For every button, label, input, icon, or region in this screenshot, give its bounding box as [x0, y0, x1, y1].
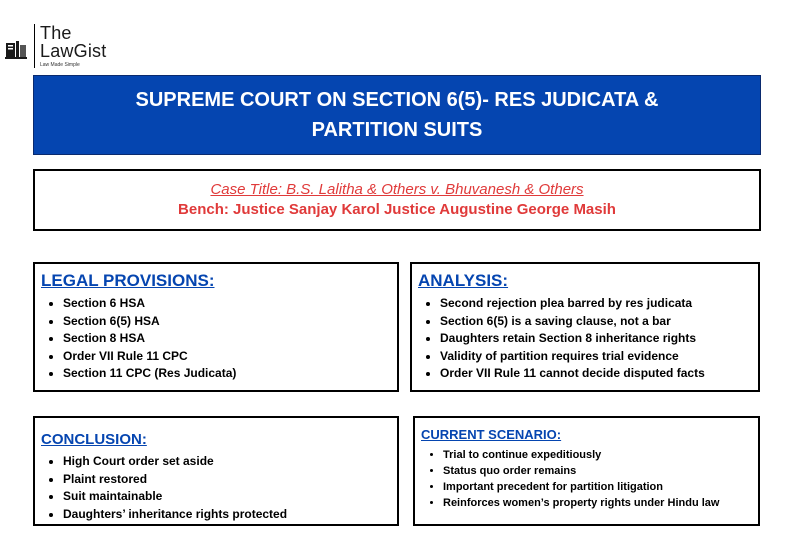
conclusion-card: [33, 416, 399, 526]
page-title: SUPREME COURT ON SECTION 6(5)- RES JUDICATA & PARTITION SUITS: [135, 89, 659, 141]
current-scenario-heading: CURRENT SCENARIO:: [421, 427, 562, 442]
list-item: • Validity of partition requires trial evidence: [440, 348, 752, 366]
analysis-heading: ANALYSIS:: [418, 271, 509, 290]
legal-provisions-card: [33, 262, 399, 392]
list-item: • Plaint restored: [63, 471, 391, 489]
logo-text-lawgist: LawGist: [40, 41, 107, 61]
legal-provisions-heading: LEGAL PROVISIONS:: [41, 271, 215, 290]
list-item: • Second rejection plea barred by res judicata: [440, 295, 752, 313]
analysis-card: [410, 262, 760, 392]
list-item: • Section 6(5) is a saving clause, not a bar: [440, 313, 752, 331]
list-item: • Section 6 HSA: [63, 295, 391, 313]
list-item: • Status quo order remains: [443, 463, 752, 479]
list-item: • Suit maintainable: [63, 488, 391, 506]
case-title: Case Title: B.S. Lalitha & Others v. Bhuvanesh & Others: [210, 181, 584, 198]
current-scenario-card: [413, 416, 760, 526]
case-info-box: [33, 169, 761, 231]
list-item: • Daughters retain Section 8 inheritance rights: [440, 330, 752, 348]
list-item: • Order VII Rule 11 CPC: [63, 348, 391, 366]
list-item: • Section 6(5) HSA: [63, 313, 391, 331]
legal-provisions-list: [41, 295, 391, 383]
list-item: • Order VII Rule 11 cannot decide disputed facts: [440, 365, 752, 383]
logo-text-the: The: [40, 23, 72, 43]
scales-book-icon: [4, 37, 28, 61]
logo-divider: [34, 24, 35, 68]
title-banner: [33, 75, 761, 155]
list-item: • Trial to continue expeditiously: [443, 447, 752, 463]
logo-tagline: Law Made Simple: [40, 62, 80, 68]
case-bench: Bench: Justice Sanjay Karol Justice Augustine George Masih: [178, 201, 616, 218]
list-item: • Important precedent for partition litigation: [443, 479, 752, 495]
list-item: • Daughters’ inheritance rights protected: [63, 506, 391, 524]
list-item: • High Court order set aside: [63, 453, 391, 471]
list-item: • Section 8 HSA: [63, 330, 391, 348]
conclusion-heading: CONCLUSION:: [41, 431, 147, 448]
logo: [4, 24, 124, 72]
conclusion-list: [41, 453, 391, 523]
list-item: • Reinforces women’s property rights under Hindu law: [443, 495, 752, 511]
analysis-list: [418, 295, 752, 383]
list-item: • Section 11 CPC (Res Judicata): [63, 365, 391, 383]
current-scenario-list: [421, 447, 752, 511]
